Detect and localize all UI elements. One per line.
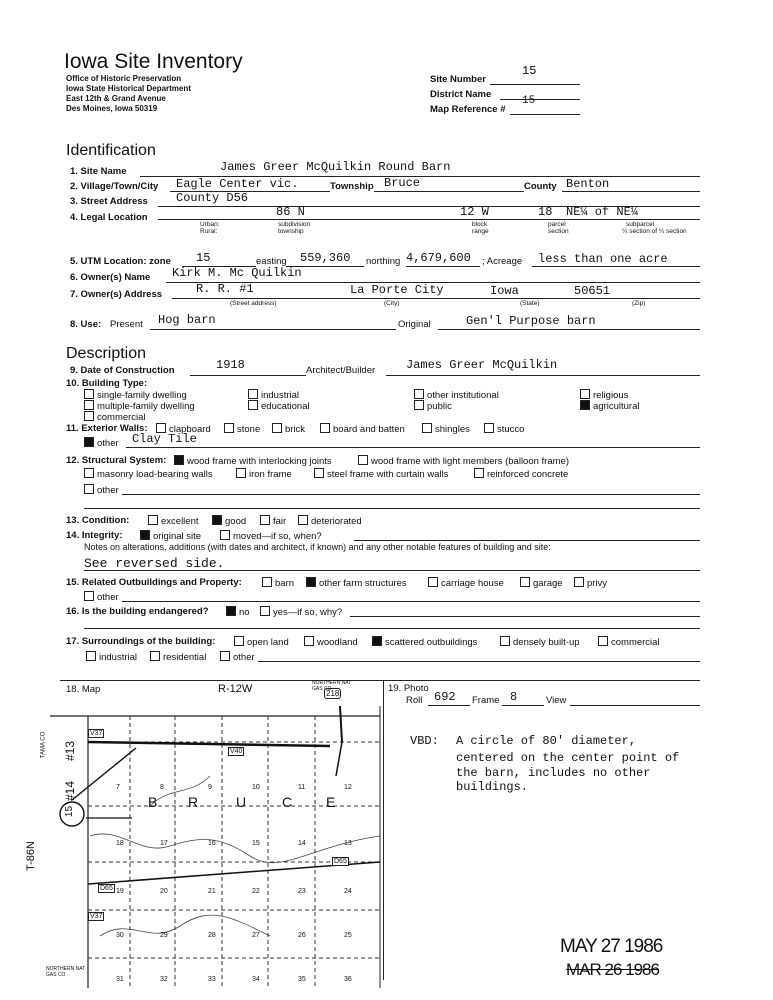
present-use-value: Hog barn bbox=[158, 313, 216, 327]
sr-residential-option[interactable]: residential bbox=[150, 651, 206, 663]
sr-densely-option[interactable]: densely built-up bbox=[500, 636, 580, 648]
owner-name-value: Kirk M. Mc Quilkin bbox=[172, 266, 302, 280]
section-22: 22 bbox=[252, 888, 260, 895]
vbd-line-1: A circle of 80' diameter, bbox=[456, 734, 637, 748]
northing-value: 4,679,600 bbox=[406, 251, 471, 265]
bt-educational-option[interactable]: educational bbox=[248, 400, 310, 412]
section-17: 17 bbox=[160, 840, 168, 847]
acreage-label: ; Acreage bbox=[482, 256, 523, 267]
org-dept: Iowa State Historical Department bbox=[66, 84, 191, 93]
map-site-14-label: #14 bbox=[63, 780, 78, 802]
identification-heading: Identification bbox=[66, 142, 156, 159]
received-stamp: MAY 27 1986 bbox=[560, 936, 663, 957]
section-35: 35 bbox=[298, 976, 306, 983]
section-14: 14 bbox=[298, 840, 306, 847]
building-type-label: 10. Building Type: bbox=[66, 378, 148, 389]
form-title: Iowa Site Inventory bbox=[64, 50, 243, 73]
i-original-option[interactable]: original site bbox=[140, 530, 201, 542]
owner-zip-value: 50651 bbox=[574, 284, 611, 298]
county-value: Benton bbox=[566, 177, 610, 191]
owner-address-label: 7. Owner(s) Address bbox=[70, 289, 163, 300]
caption-township: township bbox=[278, 228, 304, 235]
owner-street-value: R. R. #1 bbox=[196, 282, 254, 296]
road-v40: V40 bbox=[230, 748, 243, 755]
s-iron-option[interactable]: iron frame bbox=[236, 468, 292, 480]
vbd-line-4: buildings. bbox=[456, 780, 529, 794]
exterior-walls-label: 11. Exterior Walls: bbox=[66, 423, 148, 434]
site-name-value: James Greer McQuilkin Round Barn bbox=[220, 160, 451, 174]
site-name-label: 1. Site Name bbox=[70, 166, 127, 177]
section-15: 15 bbox=[252, 840, 260, 847]
date-label: 9. Date of Construction bbox=[70, 365, 175, 376]
section-9: 9 bbox=[208, 784, 212, 791]
date-value: 1918 bbox=[216, 358, 245, 372]
section-33: 33 bbox=[208, 976, 216, 983]
caption-parcel: parcel bbox=[548, 221, 566, 228]
section-8: 8 bbox=[160, 784, 164, 791]
surroundings-label: 17. Surroundings of the building: bbox=[66, 636, 216, 647]
caption-range: range bbox=[472, 228, 489, 235]
caption-block: block bbox=[472, 221, 488, 228]
acreage-value: less than one acre bbox=[538, 252, 668, 266]
section-11: 11 bbox=[298, 784, 306, 791]
i-moved-option[interactable]: moved—if so, when? bbox=[220, 530, 322, 542]
road-218: 218 bbox=[326, 689, 340, 698]
section-19: 19 bbox=[116, 888, 124, 895]
s-concrete-option[interactable]: reinforced concrete bbox=[474, 468, 568, 480]
bt-single-option[interactable]: single-family dwelling bbox=[84, 389, 187, 401]
bt-agricultural-option[interactable]: agricultural bbox=[580, 400, 639, 412]
bruce-letter-e: E bbox=[326, 794, 336, 810]
map-reference-label: Map Reference # bbox=[430, 104, 506, 115]
road-v37-top: V37 bbox=[90, 730, 103, 737]
sr-open-option[interactable]: open land bbox=[234, 636, 289, 648]
sr-scattered-option[interactable]: scattered outbuildings bbox=[372, 636, 477, 648]
section-27: 27 bbox=[252, 932, 260, 939]
county-label: County bbox=[524, 181, 557, 192]
district-name-label: District Name bbox=[430, 89, 492, 100]
notes-label: Notes on alterations, additions (with dates and architect, if known) and any other notable features of building and site: bbox=[84, 542, 551, 552]
map-site-13-label: #13 bbox=[63, 740, 78, 762]
vbd-label: VBD: bbox=[410, 734, 439, 748]
map-label: 18. Map bbox=[66, 684, 101, 695]
caption-street-address: (Street address) bbox=[230, 300, 277, 307]
present-label: Present bbox=[110, 319, 143, 330]
legal-section-value: 18 bbox=[538, 205, 553, 219]
utm-label: 5. UTM Location: zone bbox=[70, 256, 171, 267]
notes-value: See reversed side. bbox=[84, 556, 225, 571]
easting-label: easting bbox=[256, 256, 287, 267]
architect-label: Architect/Builder bbox=[306, 365, 376, 376]
northing-label: northing bbox=[366, 256, 401, 267]
s-other-option[interactable]: other bbox=[84, 484, 119, 496]
section-34: 34 bbox=[252, 976, 260, 983]
caption-zip: (Zip) bbox=[632, 300, 646, 307]
w-stone-option[interactable]: stone bbox=[224, 423, 260, 435]
section-18: 18 bbox=[116, 840, 124, 847]
township-label: Township bbox=[330, 181, 374, 192]
site-number-value: 15 bbox=[522, 64, 537, 78]
w-board-option[interactable]: board and batten bbox=[320, 423, 405, 435]
vbd-line-2: centered on the center point of bbox=[456, 751, 680, 765]
w-clapboard-option[interactable]: clapboard bbox=[156, 423, 211, 435]
sr-industrial-option[interactable]: industrial bbox=[86, 651, 137, 663]
caption-rural: Rural: bbox=[200, 228, 218, 235]
section-32: 32 bbox=[160, 976, 168, 983]
received-stamp-struck: MAR 26 1986 bbox=[566, 960, 659, 979]
legal-quarter-value: NE¼ of NE¼ bbox=[566, 205, 639, 219]
section-30: 30 bbox=[116, 932, 124, 939]
view-label: View bbox=[546, 695, 567, 706]
legal-location-label: 4. Legal Location bbox=[70, 212, 148, 223]
original-label: Original bbox=[398, 319, 431, 330]
section-21: 21 bbox=[208, 888, 216, 895]
org-street: East 12th & Grand Avenue bbox=[66, 94, 166, 103]
o-garage-option[interactable]: garage bbox=[520, 577, 563, 589]
section-7: 7 bbox=[116, 784, 120, 791]
vbd-line-3: the barn, includes no other bbox=[456, 766, 651, 780]
frame-value: 8 bbox=[510, 690, 518, 704]
org-city: Des Moines, Iowa 50319 bbox=[66, 104, 158, 113]
site-number-label: Site Number bbox=[430, 74, 486, 85]
section-36: 36 bbox=[344, 976, 352, 983]
caption-city: (City) bbox=[384, 300, 400, 307]
street-label: 3. Street Address bbox=[70, 196, 148, 207]
map-gas-top: NORTHERN NAT GAS CO bbox=[312, 680, 352, 692]
caption-quarter: ¼ section of ¼ section bbox=[622, 228, 687, 235]
structural-label: 12. Structural System: bbox=[66, 455, 167, 466]
w-shingles-option[interactable]: shingles bbox=[422, 423, 470, 435]
o-privy-option[interactable]: privy bbox=[574, 577, 607, 589]
roll-label: Roll bbox=[406, 695, 423, 706]
bt-other-inst-option[interactable]: other institutional bbox=[414, 389, 499, 401]
section-25: 25 bbox=[344, 932, 352, 939]
use-label: 8. Use: bbox=[70, 319, 102, 330]
w-stucco-option[interactable]: stucco bbox=[484, 423, 524, 435]
o-carriage-option[interactable]: carriage house bbox=[428, 577, 504, 589]
map-township-side-label: T-86N bbox=[24, 841, 37, 871]
utm-zone-value: 15 bbox=[196, 251, 211, 265]
owner-city-value: La Porte City bbox=[350, 283, 444, 297]
outbuildings-label: 15. Related Outbuildings and Property: bbox=[66, 577, 242, 588]
bt-commercial-option[interactable]: commercial bbox=[84, 411, 146, 423]
description-heading: Description bbox=[66, 345, 147, 362]
section-10: 10 bbox=[252, 784, 260, 791]
section-26: 26 bbox=[298, 932, 306, 939]
s-interlocking-option[interactable]: wood frame with interlocking joints bbox=[174, 455, 332, 467]
caption-urban: Urban: bbox=[200, 221, 220, 228]
integrity-label: 14. Integrity: bbox=[66, 530, 123, 541]
caption-state: (State) bbox=[520, 300, 540, 307]
photo-label: 19. Photo bbox=[388, 683, 429, 694]
caption-section: section bbox=[548, 228, 569, 235]
section-12: 12 bbox=[344, 784, 352, 791]
roll-value: 692 bbox=[434, 690, 456, 704]
road-d65-left: D65 bbox=[100, 885, 113, 892]
org-name: Office of Historic Preservation bbox=[66, 74, 182, 83]
owner-name-label: 6. Owner(s) Name bbox=[70, 272, 151, 283]
w-brick-option[interactable]: brick bbox=[272, 423, 305, 435]
sr-other-option[interactable]: other bbox=[220, 651, 255, 663]
owner-state-value: Iowa bbox=[490, 284, 519, 298]
o-farm-option[interactable]: other farm structures bbox=[306, 577, 407, 589]
architect-value: James Greer McQuilkin bbox=[406, 358, 558, 372]
section-20: 20 bbox=[160, 888, 168, 895]
bruce-letter-b: B bbox=[148, 794, 158, 810]
map-range-label: R-12W bbox=[218, 683, 253, 695]
bt-public-option[interactable]: public bbox=[414, 400, 452, 412]
map-gas-bottom: NORTHERN NAT GAS CO bbox=[46, 966, 86, 978]
w-other-value: Clay Tile bbox=[132, 432, 197, 446]
bruce-letter-r: R bbox=[188, 794, 199, 810]
e-no-option[interactable]: no bbox=[226, 606, 250, 618]
caption-subdivision: subdivision bbox=[278, 221, 311, 228]
caption-subparcel: subparcel bbox=[626, 221, 655, 228]
map-reference-value: 15 bbox=[522, 95, 536, 107]
section-31: 31 bbox=[116, 976, 124, 983]
e-yes-option[interactable]: yes—if so, why? bbox=[260, 606, 342, 618]
road-v37-bottom: V37 bbox=[90, 913, 103, 920]
street-value: County D56 bbox=[176, 191, 249, 205]
bt-industrial-option[interactable]: industrial bbox=[248, 389, 299, 401]
village-value: Eagle Center vic. bbox=[176, 177, 299, 191]
c-deteriorated-option[interactable]: deteriorated bbox=[298, 515, 362, 527]
section-29: 29 bbox=[160, 932, 168, 939]
easting-value: 559,360 bbox=[300, 251, 351, 265]
bruce-letter-c: C bbox=[282, 794, 293, 810]
sr-woodland-option[interactable]: woodland bbox=[304, 636, 358, 648]
original-use-value: Gen'l Purpose barn bbox=[466, 314, 596, 328]
section-13: 13 bbox=[344, 840, 352, 847]
village-label: 2. Village/Town/City bbox=[70, 181, 159, 192]
township-map bbox=[30, 686, 382, 990]
section-28: 28 bbox=[208, 932, 216, 939]
frame-label: Frame bbox=[472, 695, 500, 706]
o-barn-option[interactable]: barn bbox=[262, 577, 294, 589]
c-excellent-option[interactable]: excellent bbox=[148, 515, 199, 527]
section-23: 23 bbox=[298, 888, 306, 895]
section-16: 16 bbox=[208, 840, 216, 847]
c-good-option[interactable]: good bbox=[212, 515, 246, 527]
o-other-option[interactable]: other bbox=[84, 591, 119, 603]
bruce-letter-u: U bbox=[236, 794, 247, 810]
sr-commercial-option[interactable]: commercial bbox=[598, 636, 660, 648]
condition-label: 13. Condition: bbox=[66, 515, 130, 526]
w-other-option[interactable]: other bbox=[84, 437, 119, 449]
township-value: Bruce bbox=[384, 176, 421, 190]
s-steel-option[interactable]: steel frame with curtain walls bbox=[314, 468, 448, 480]
legal-range-value: 12 W bbox=[460, 205, 489, 219]
endangered-label: 16. Is the building endangered? bbox=[66, 606, 209, 617]
section-24: 24 bbox=[344, 888, 352, 895]
road-d65-right: D65 bbox=[334, 858, 347, 865]
c-fair-option[interactable]: fair bbox=[260, 515, 286, 527]
bt-multiple-option[interactable]: multiple-family dwelling bbox=[84, 400, 195, 412]
bt-religious-option[interactable]: religious bbox=[580, 389, 628, 401]
s-balloon-option[interactable]: wood frame with light members (balloon frame) bbox=[358, 455, 569, 467]
map-county-side-label: TAMA CO bbox=[40, 731, 47, 759]
map-site-marker: 15 bbox=[64, 805, 76, 818]
s-masonry-option[interactable]: masonry load-bearing walls bbox=[84, 468, 213, 480]
legal-township-value: 86 N bbox=[276, 205, 305, 219]
